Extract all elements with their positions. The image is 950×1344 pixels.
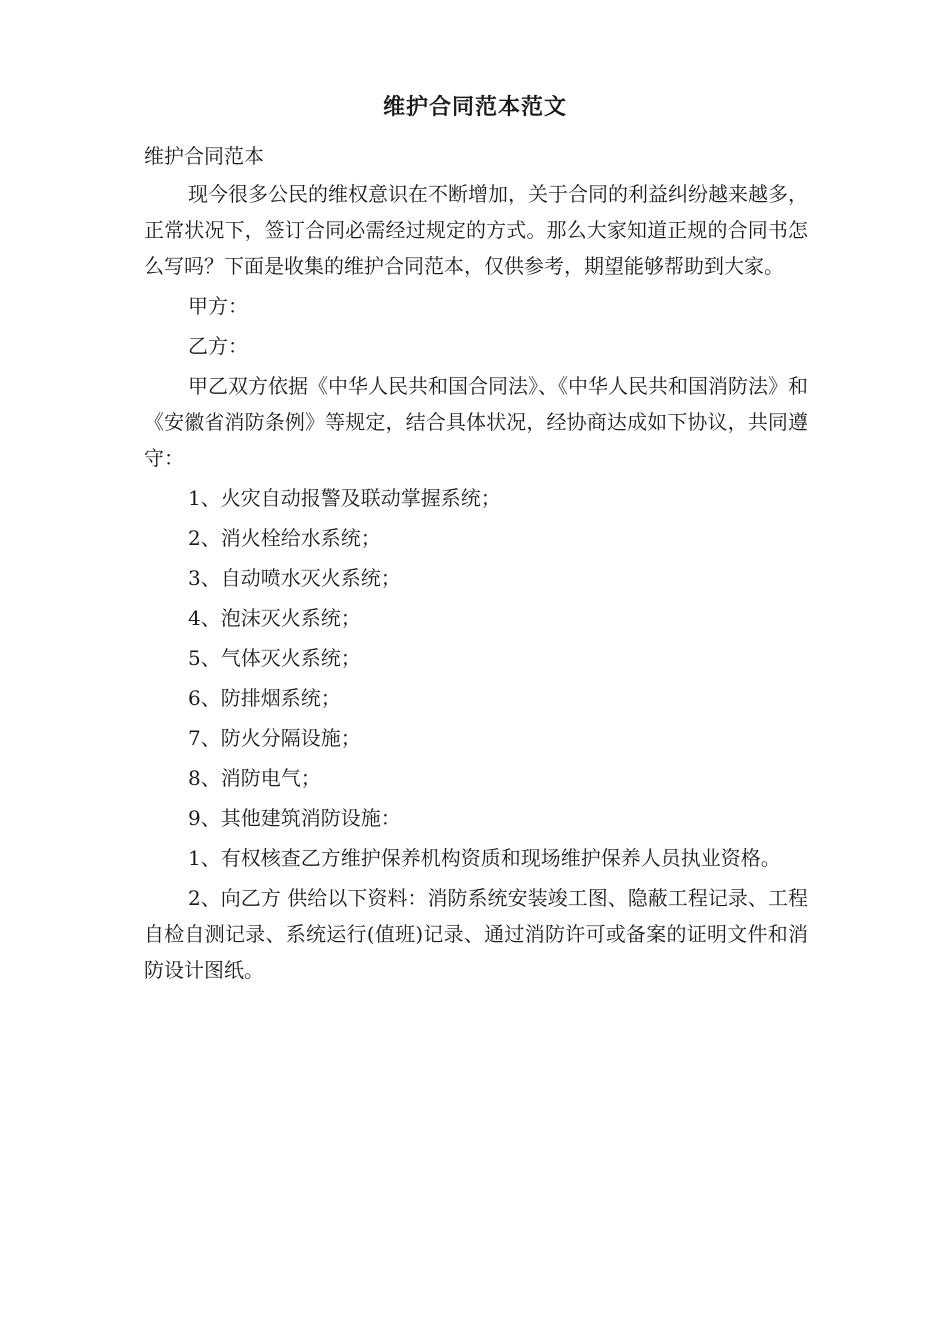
party-a-right-item: 1、有权核查乙方维护保养机构资质和现场维护保养人员执业资格。 — [188, 846, 781, 870]
intro-paragraph: 现今很多公民的维权意识在不断增加，关于合同的利益纠纷越来越多，正常状况下，签订合同必需经过规定的方式。那么大家知道正规的合同书怎么写吗？下面是收集的维护合同范本，仅供参考，期望能够帮助到大家。 — [144, 182, 808, 278]
list-item: 8、消防电气； — [188, 766, 321, 790]
agreement-paragraph: 甲乙双方依据《中华人民共和国合同法》、《中华人民共和国消防法》和《安徽省消防条例》等规定，结合具体状况，经协商达成如下协议，共同遵守： — [144, 374, 808, 470]
list-item: 7、防火分隔设施； — [188, 726, 361, 750]
list-item: 2、消火栓给水系统； — [188, 526, 381, 550]
party-b-line: 乙方： — [188, 334, 248, 358]
party-a-right-item: 2、向乙方 供给以下资料：消防系统安装竣工图、隐蔽工程记录、工程自检自测记录、系统运行(值班)记录、通过消防许可或备案的证明文件和消防设计图纸。 — [144, 886, 808, 982]
list-item: 9、其他建筑消防设施： — [188, 806, 401, 830]
document-title: 维护合同范本范文 — [382, 95, 567, 120]
list-item: 5、气体灭火系统； — [188, 646, 361, 670]
document-subtitle: 维护合同范本 — [144, 144, 264, 168]
list-item: 4、泡沫灭火系统； — [188, 606, 361, 630]
party-a-line: 甲方： — [188, 294, 248, 318]
document-body — [144, 138, 808, 992]
list-item: 6、防排烟系统； — [188, 686, 341, 710]
list-item: 3、自动喷水灭火系统； — [188, 566, 401, 590]
list-item: 1、火灾自动报警及联动掌握系统； — [188, 486, 501, 510]
